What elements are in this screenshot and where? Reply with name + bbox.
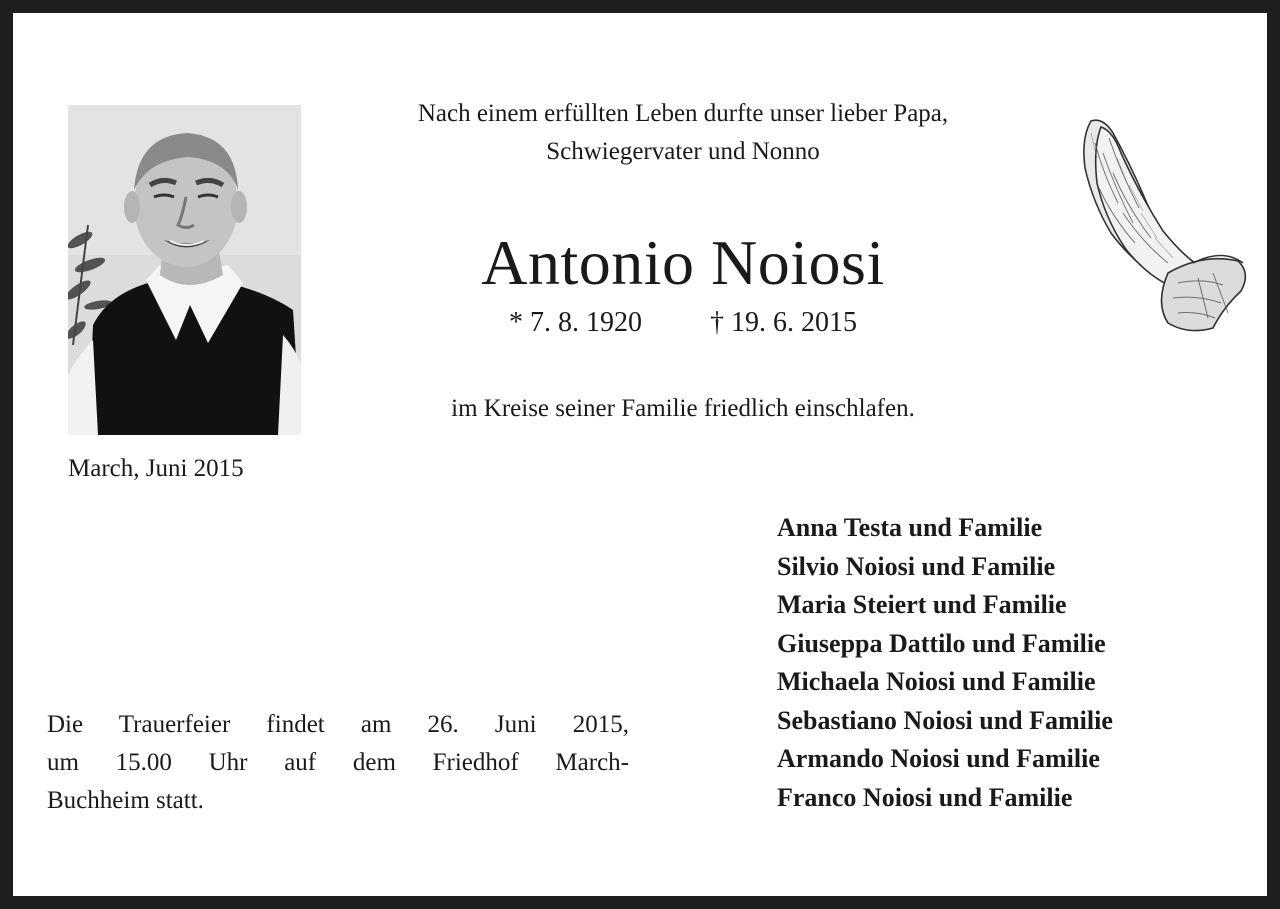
intro-line-2: Schwiegervater und Nonno xyxy=(546,138,820,165)
funeral-line-2: um 15.00 Uhr auf dem Friedhof March- xyxy=(47,749,629,776)
death-date: † 19. 6. 2015 xyxy=(710,307,857,338)
funeral-info xyxy=(47,706,629,820)
closing-text: im Kreise seiner Familie friedlich einschlafen. xyxy=(451,395,915,422)
mourners-list xyxy=(777,509,1257,817)
obituary-notice xyxy=(13,13,1267,896)
mourner-name: Michaela Noiosi und Familie xyxy=(777,667,1096,696)
birth-date: * 7. 8. 1920 xyxy=(509,307,642,338)
mourner-name: Armando Noiosi und Familie xyxy=(777,744,1100,773)
intro-line-1: Nach einem erfüllten Leben durfte unser lieber Papa, xyxy=(417,100,949,127)
mourner-name: Silvio Noiosi und Familie xyxy=(777,551,1056,581)
mourner-name: Sebastiano Noiosi und Familie xyxy=(777,705,1113,735)
praying-hands-icon xyxy=(1073,113,1248,338)
place-date: March, Juni 2015 xyxy=(68,455,244,482)
mourner-name: Franco Noiosi und Familie xyxy=(777,782,1073,812)
funeral-line-3: Buchheim statt. xyxy=(47,787,204,814)
mourner-name: Anna Testa und Familie xyxy=(777,513,1043,542)
intro-text xyxy=(313,95,1053,171)
mourner-name: Maria Steiert und Familie xyxy=(777,590,1067,619)
life-dates xyxy=(313,303,1053,343)
portrait-photo xyxy=(68,105,301,435)
funeral-line-1: Die Trauerfeier findet am 26. Juni 2015, xyxy=(47,711,629,738)
mourner-name: Giuseppa Dattilo und Familie xyxy=(777,628,1106,658)
deceased-name: Antonio Noiosi xyxy=(481,227,885,298)
